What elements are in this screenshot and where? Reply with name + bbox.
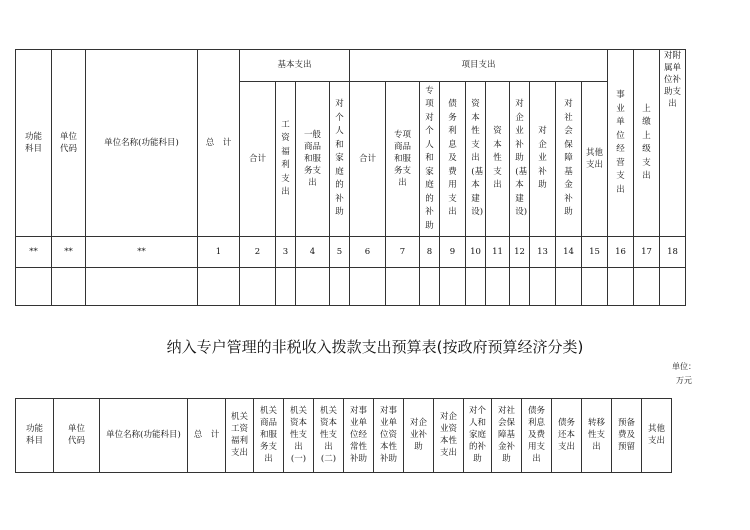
t2-header-func-subject: 功能科目 xyxy=(16,399,54,473)
empty-cell xyxy=(296,268,330,306)
t2-header-col-10: 债务利息及费用支出 xyxy=(522,399,552,473)
code-cell: 12 xyxy=(510,237,530,268)
empty-cell xyxy=(556,268,582,306)
t2-header-col-6: 对企业补助 xyxy=(404,399,434,473)
t2-header-unit-code: 单位代码 xyxy=(54,399,100,473)
empty-cell xyxy=(530,268,556,306)
t2-header-col-0: 机关工资福利支出 xyxy=(226,399,254,473)
header-enterprise-ops: 事业单位经营支出 xyxy=(608,50,634,237)
empty-cell xyxy=(52,268,86,306)
header-project-0: 合计 xyxy=(350,82,386,237)
code-row xyxy=(16,237,686,268)
header-basic-2: 一般商品和服务支出 xyxy=(296,82,330,237)
empty-cell xyxy=(86,268,198,306)
expenditure-table-2 xyxy=(15,398,672,473)
header-total: 总 计 xyxy=(198,50,240,237)
header-project-1: 专项商品和服务支出 xyxy=(386,82,420,237)
empty-cell xyxy=(16,268,52,306)
code-cell: 5 xyxy=(330,237,350,268)
header-unit-name: 单位名称(功能科目) xyxy=(86,50,198,237)
code-cell: 8 xyxy=(420,237,440,268)
code-cell: ** xyxy=(16,237,52,268)
t2-header-total: 总 计 xyxy=(188,399,226,473)
t2-header-unit-name: 单位名称(功能科目) xyxy=(100,399,188,473)
header-project-8: 对社会保障基金补助 xyxy=(556,82,582,237)
empty-cell xyxy=(330,268,350,306)
header-group-basic: 基本支出 xyxy=(240,50,350,82)
code-cell: 7 xyxy=(386,237,420,268)
empty-cell xyxy=(582,268,608,306)
header-func-subject: 功能科目 xyxy=(16,50,52,237)
header-basic-3: 对个人和家庭的补助 xyxy=(330,82,350,237)
code-cell: 6 xyxy=(350,237,386,268)
empty-data-row xyxy=(16,268,686,306)
code-cell: 16 xyxy=(608,237,634,268)
t2-header-col-14: 其他支出 xyxy=(642,399,672,473)
t2-header-col-1: 机关商品和服务支出 xyxy=(254,399,284,473)
code-cell: 15 xyxy=(582,237,608,268)
empty-cell xyxy=(486,268,510,306)
empty-cell xyxy=(240,268,276,306)
header-group-project: 项目支出 xyxy=(350,50,608,82)
unit-label: 单位：万元 xyxy=(672,362,696,385)
empty-cell xyxy=(276,268,296,306)
code-cell: ** xyxy=(52,237,86,268)
header-basic-1: 工资福利支出 xyxy=(276,82,296,237)
code-cell: 11 xyxy=(486,237,510,268)
t2-header-col-5: 对事业单位资本性补助 xyxy=(374,399,404,473)
empty-cell xyxy=(608,268,634,306)
header-basic-0: 合计 xyxy=(240,82,276,237)
code-cell: ** xyxy=(86,237,198,268)
header-unit-code: 单位代码 xyxy=(52,50,86,237)
code-cell: 18 xyxy=(660,237,686,268)
header-project-2: 专项对个人和家庭的补助 xyxy=(420,82,440,237)
t2-header-col-2: 机关资本性支出(一) xyxy=(284,399,314,473)
header-subsidy: 对附属单位补助支出 xyxy=(660,50,686,237)
code-cell: 4 xyxy=(296,237,330,268)
empty-cell xyxy=(198,268,240,306)
header-project-9: 其他支出 xyxy=(582,82,608,237)
t2-header-col-13: 预备费及预留 xyxy=(612,399,642,473)
empty-cell xyxy=(660,268,686,306)
code-cell: 3 xyxy=(276,237,296,268)
code-cell: 1 xyxy=(198,237,240,268)
code-cell: 13 xyxy=(530,237,556,268)
t2-header-col-12: 转移性支出 xyxy=(582,399,612,473)
t2-header-col-11: 债务还本支出 xyxy=(552,399,582,473)
expenditure-table-1 xyxy=(15,49,686,306)
code-cell: 10 xyxy=(466,237,486,268)
code-cell: 14 xyxy=(556,237,582,268)
code-cell: 17 xyxy=(634,237,660,268)
header-project-7: 对企业补助 xyxy=(530,82,556,237)
header-project-6: 对企业补助(基本建设) xyxy=(510,82,530,237)
empty-cell xyxy=(350,268,386,306)
t2-header-col-3: 机关资本性支出(二) xyxy=(314,399,344,473)
page-title: 纳入专户管理的非税收入拨款支出预算表(按政府预算经济分类) xyxy=(166,338,584,356)
t2-header-col-7: 对企业资本性支出 xyxy=(434,399,464,473)
header-project-3: 债务利息及费用支出 xyxy=(440,82,466,237)
t2-header-col-9: 对社会保障基金补助 xyxy=(492,399,522,473)
header-upper-pay: 上缴上级支出 xyxy=(634,50,660,237)
empty-cell xyxy=(420,268,440,306)
code-cell: 2 xyxy=(240,237,276,268)
empty-cell xyxy=(386,268,420,306)
empty-cell xyxy=(510,268,530,306)
empty-cell xyxy=(466,268,486,306)
t2-header-col-4: 对事业单位经常性补助 xyxy=(344,399,374,473)
empty-cell xyxy=(634,268,660,306)
empty-cell xyxy=(440,268,466,306)
header-project-4: 资本性支出(基本建设) xyxy=(466,82,486,237)
code-cell: 9 xyxy=(440,237,466,268)
header-project-5: 资本性支出 xyxy=(486,82,510,237)
t2-header-col-8: 对个人和家庭的补助 xyxy=(464,399,492,473)
